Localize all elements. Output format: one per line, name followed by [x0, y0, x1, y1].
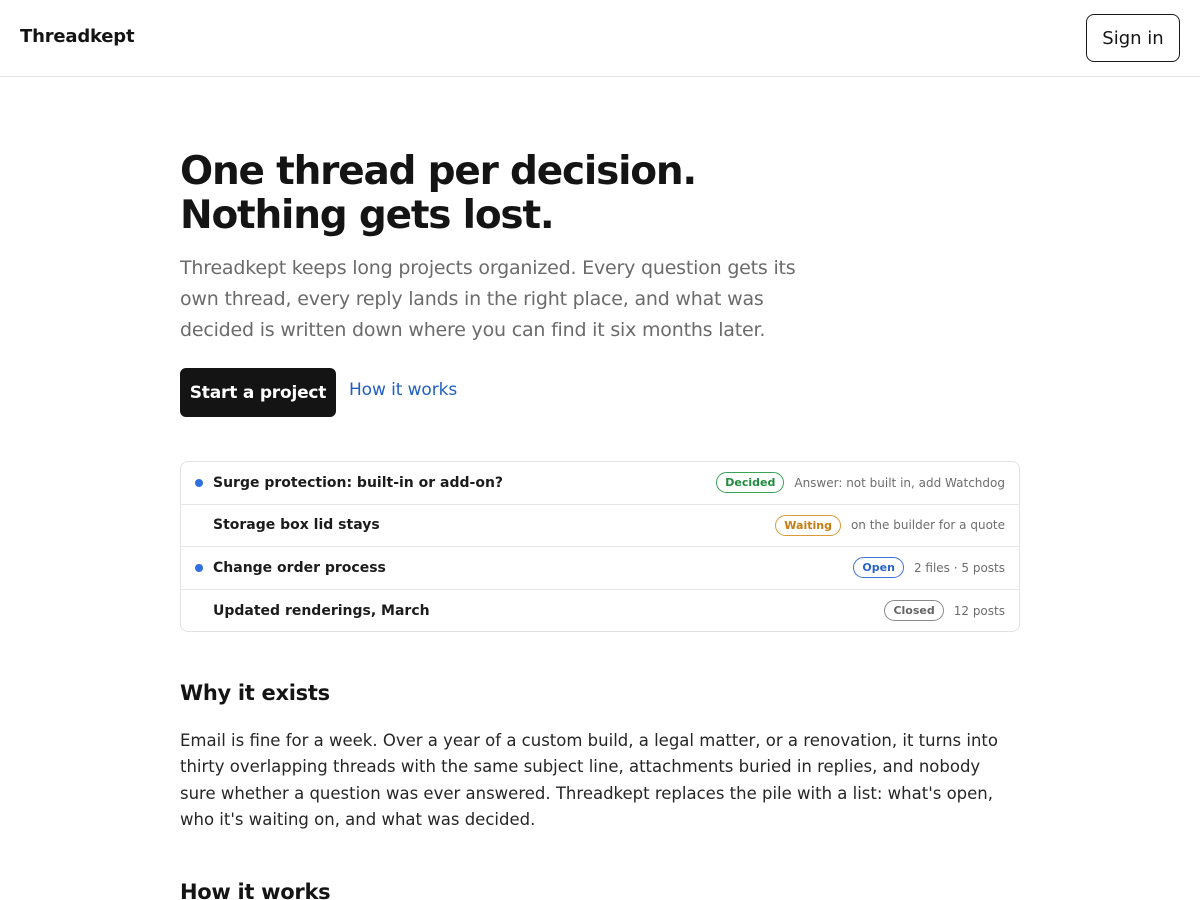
thread-meta: 12 posts — [953, 603, 1005, 618]
thread-row[interactable] — [181, 505, 1019, 548]
status-badge: Closed — [884, 600, 943, 621]
thread-row[interactable] — [181, 590, 1019, 633]
start-project-button[interactable]: Start a project — [180, 368, 336, 417]
sign-in-button[interactable]: Sign in — [1086, 14, 1180, 62]
thread-meta: 2 files · 5 posts — [913, 560, 1005, 575]
top-bar — [0, 0, 1200, 77]
unread-dot-icon — [195, 479, 203, 487]
thread-meta: on the builder for a quote — [850, 518, 1005, 533]
how-it-works-link[interactable]: How it works — [349, 380, 458, 400]
hero-title-line-1: One thread per decision. — [180, 149, 697, 194]
how-it-works-heading: How it works — [180, 880, 331, 900]
thread-row[interactable] — [181, 462, 1019, 505]
brand-logo[interactable]: Threadkept — [20, 26, 135, 47]
thread-row[interactable] — [181, 547, 1019, 590]
thread-title: Updated renderings, March — [213, 602, 430, 619]
unread-dot-icon — [195, 564, 203, 572]
why-it-exists-heading: Why it exists — [180, 681, 330, 705]
thread-title: Surge protection: built-in or add-on? — [213, 474, 504, 491]
hero-title-line-2: Nothing gets lost. — [180, 193, 554, 238]
thread-title: Storage box lid stays — [213, 517, 380, 534]
status-badge: Decided — [716, 472, 784, 493]
status-badge: Waiting — [775, 515, 841, 536]
thread-meta: Answer: not built in, add Watchdog — [794, 475, 1005, 490]
thread-list-preview — [180, 461, 1020, 632]
why-it-exists-body: Email is fine for a week. Over a year of a custom build, a legal matter, or a renovation, it turns into thirty overlapping threads with the same subject line, attachments buried in replies, and nobody sure whether a question was ever answered. Threadkept replaces the pile with a list: what's open, who it's waiting on, and what was decided. — [180, 731, 998, 829]
hero-title — [180, 150, 880, 238]
status-badge: Open — [853, 557, 904, 578]
hero-lede: Threadkept keeps long projects organized. Every question gets its own thread, every reply lands in the right place, and what was decided is written down where you can find it six months later. — [180, 257, 796, 341]
thread-title: Change order process — [213, 559, 386, 576]
